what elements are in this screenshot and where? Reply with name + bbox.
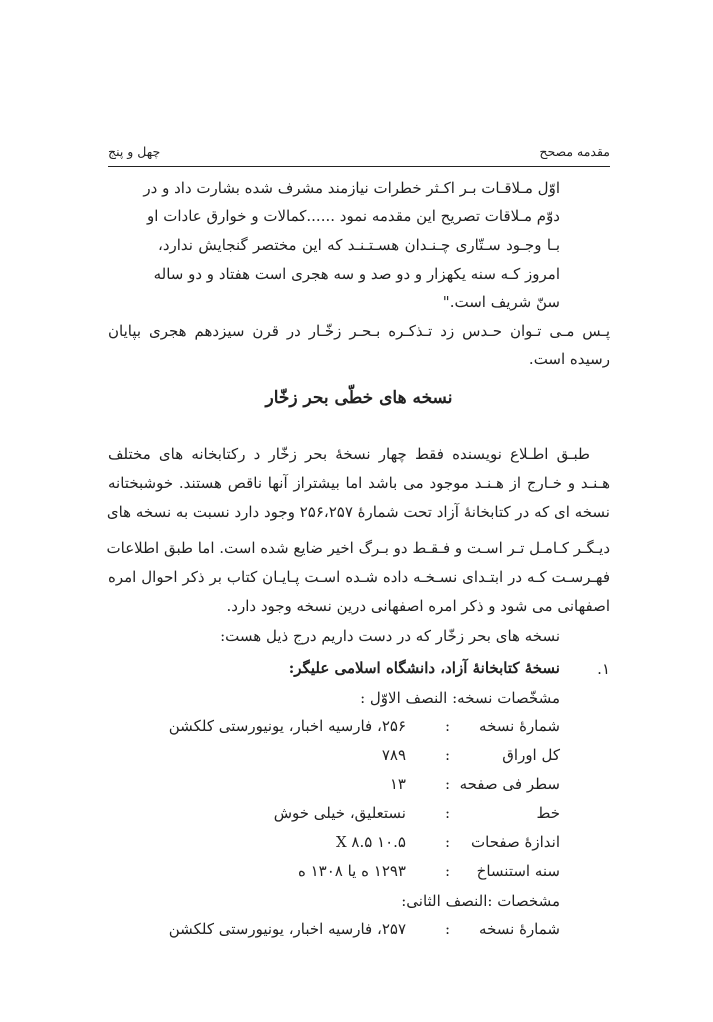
spec-label: کل اوراق xyxy=(502,746,560,764)
spec-value: ۱۲۹۳ ه یا ۱۳۰۸ ه xyxy=(297,862,406,880)
running-head xyxy=(108,144,610,164)
spec-value: ۷۸۹ xyxy=(381,746,406,764)
list-item-number: ۱. xyxy=(597,660,610,678)
paragraph-line: طبـق اطـلاع نویسنده فقط چهار نسخهٔ بحر زخّار د رکتابخانه های مختلف xyxy=(108,445,590,463)
spec-label: سنه استنساخ xyxy=(476,862,560,880)
spec-colon: : xyxy=(444,804,450,822)
paragraph-line: اصفهانی می شود و ذکر امره اصفهانی درین نسخه وجود دارد. xyxy=(226,597,610,615)
spec-label: خط xyxy=(536,804,560,822)
spec-colon: : xyxy=(444,775,450,793)
spec-colon: : xyxy=(444,862,450,880)
quote-line: امروز کـه سنه یکهزار و دو صد و سه هجری است هفتاد و دو ساله xyxy=(153,265,560,283)
list-item-title: نسخهٔ کتابخانهٔ آزاد، دانشگاه اسلامی علیگر: xyxy=(288,659,560,677)
quote-line: اوّل مـلاقـات بـر اکـثر خطرات نیازمند مشرف شده بشارت داد و در xyxy=(143,179,560,197)
spec-colon: : xyxy=(444,717,450,735)
quote-line: سنّ شریف است." xyxy=(442,293,560,311)
paragraph-line: فهـرسـت کـه در ابتـدای نسـخـه داده شـده اسـت پـایـان کتاب بر ذکر احوال امره xyxy=(108,568,610,586)
specs-heading: مشخّصات نسخه: النصف الاوّل : xyxy=(360,689,560,707)
section-heading: نسخه های خطّی بحر زخّار xyxy=(265,388,453,408)
spec-label: شمارهٔ نسخه xyxy=(479,920,560,938)
spec-value: ۲۵۶، فارسیه اخبار، یونیورستی کلکشن xyxy=(168,717,406,735)
paragraph-line: هـنـد و خـارج از هـنـد موجود می باشد اما بیشتراز آنها ناقص هستند. خوشبختانه xyxy=(108,474,610,492)
running-head-page-number: چهل و پنج xyxy=(108,144,161,159)
spec-label: شمارهٔ نسخه xyxy=(479,717,560,735)
spec-value: ۱۰.۵ X ۸.۵ xyxy=(335,833,406,851)
spec-label: اندازهٔ صفحات xyxy=(471,833,560,851)
quote-line: دوّم مـلاقات تصریح این مقدمه نمود ......کمالات و خوارق عادات او xyxy=(147,207,560,225)
spec-value: نستعلیق، خیلی خوش xyxy=(273,804,406,822)
paragraph-line: پـس مـی تـوان حـدس زد تـذکـره بـحـر زخّـار در قرن سیزدهم هجری بپایان xyxy=(108,322,610,340)
paragraph-line: نسخه ای که در کتابخانهٔ آزاد تحت شمارهٔ ۲۵۶،۲۵۷ وجود دارد نسبت به نسخه های xyxy=(106,503,610,521)
paragraph-line: دیـگـر کـامـل تـر اسـت و فـقـط دو بـرگ اخیر ضایع شده است. اما طبق اطلاعات xyxy=(106,539,610,557)
spec-colon: : xyxy=(444,833,450,851)
header-rule xyxy=(108,166,610,167)
spec-value: ۱۳ xyxy=(389,775,406,793)
spec-label: سطر فی صفحه xyxy=(459,775,560,793)
spec-value: ۲۵۷، فارسیه اخبار، یونیورستی کلکشن xyxy=(168,920,406,938)
paragraph-line: رسیده است. xyxy=(528,350,610,368)
spec-colon: : xyxy=(444,746,450,764)
running-head-chapter: مقدمه مصحح xyxy=(539,144,610,159)
spec-colon: : xyxy=(444,920,450,938)
paragraph-line: نسخه های بحر زخّار که در دست داریم درج ذیل هست: xyxy=(220,627,560,645)
specs-heading: مشخصات :النصف الثانی: xyxy=(401,892,560,910)
quote-line: بـا وجـود سـتّاری چـنـدان هسـتـنـد که این مختصر گنجایش ندارد، xyxy=(158,236,560,254)
